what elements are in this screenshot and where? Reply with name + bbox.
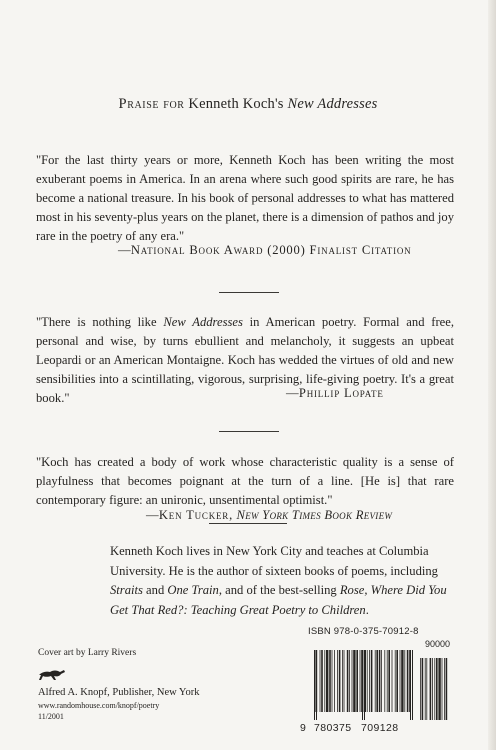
- addon-barcode-bar: [422, 658, 424, 720]
- quote-text-start: "There is nothing like: [36, 315, 164, 329]
- barcode-guard-bar: [362, 650, 363, 720]
- addon-barcode-bar: [420, 658, 421, 720]
- attribution-dash: —: [146, 508, 159, 522]
- barcode-bar: [349, 650, 350, 712]
- addon-barcode-bar: [426, 658, 427, 720]
- attribution-publication: New York Times Book Review: [236, 508, 393, 522]
- barcode-bar: [339, 650, 341, 712]
- barcode-bar: [387, 650, 388, 712]
- barcode-bar: [388, 650, 390, 712]
- barcode-bar: [407, 650, 409, 712]
- barcode-bar: [369, 650, 370, 712]
- barcode-bar: [326, 650, 328, 712]
- barcode-guard-bar: [314, 650, 315, 720]
- attribution-dash: —: [118, 243, 131, 257]
- barcode-bar: [400, 650, 401, 712]
- publisher-credits: [38, 648, 199, 721]
- barcode-bar: [361, 650, 362, 712]
- barcode-bar: [324, 650, 325, 712]
- price-addon-label: 90000: [424, 639, 450, 649]
- addon-barcode-bar: [446, 658, 448, 720]
- addon-barcode-bar: [436, 658, 438, 720]
- barcode-bar: [396, 650, 398, 712]
- barcode-bar: [321, 650, 323, 712]
- quote-text-end: in American poetry. Formal and free, personal and wise, by turns ebullient and melancholy, it suggests an upbeat Leopardi or an American Montaigne. Koch has wedded the virtues of old and new sensibilities into a scintillating, vigorous, surprising, life-giving poetry. It's a great book.": [36, 315, 454, 405]
- praise-author: Kenneth Koch's: [188, 96, 284, 112]
- barcode-bar: [344, 650, 345, 712]
- barcode-bar: [347, 650, 349, 712]
- addon-barcode-bar: [434, 658, 435, 720]
- attribution-ken-tucker: [146, 508, 392, 523]
- quote-text: "Koch has created a body of work whose characteristic quality is a sense of playfulness that becomes poignant at the turn of a line. [He is] that rare contemporary figure: an unironic, unsentimental optimist.": [36, 455, 454, 507]
- barcode-bar: [381, 650, 382, 712]
- attribution-name: Ken Tucker,: [158, 508, 234, 522]
- praise-prefix: Praise for: [118, 96, 185, 112]
- cover-art-credit: Cover art by Larry Rivers: [38, 648, 137, 658]
- barcode-bar: [371, 650, 373, 712]
- divider-rule: [219, 431, 279, 432]
- isbn-barcode-block: [300, 626, 450, 734]
- bio-text: , and of the best-selling: [218, 583, 340, 597]
- ean-right-digits: 709128: [361, 722, 399, 734]
- barcode-bar: [401, 650, 403, 712]
- ean-first-digit: 9: [300, 722, 307, 734]
- barcode-bar: [409, 650, 410, 712]
- quote-national-book-award: [36, 151, 454, 246]
- barcode-bar: [334, 650, 335, 712]
- divider-rule: [219, 292, 279, 293]
- barcode-bar: [360, 650, 361, 712]
- barcode-bar: [379, 650, 381, 712]
- barcode-guard-bar: [316, 650, 317, 720]
- barcode-bar: [332, 650, 333, 712]
- print-date: 11/2001: [38, 712, 64, 721]
- barcode-bar: [376, 650, 378, 712]
- borzoi-dog-logo-icon: [38, 666, 66, 682]
- quote-phillip-lopate: [36, 313, 454, 408]
- barcode-bar: [384, 650, 385, 712]
- addon-barcode-bar: [438, 658, 440, 720]
- barcode-bar: [329, 650, 331, 712]
- addon-barcode-bar: [425, 658, 426, 720]
- bio-text: and: [142, 583, 168, 597]
- barcode-guard-bar: [410, 650, 411, 720]
- barcode-guard-bar: [412, 650, 413, 720]
- barcode-bar: [337, 650, 338, 712]
- barcode-guard-bar: [364, 650, 365, 720]
- barcode-bar: [367, 650, 368, 712]
- attribution-name: National Book Award (2000) Finalist Citation: [130, 243, 412, 257]
- barcode-bar: [342, 650, 343, 712]
- barcode-bar: [352, 650, 353, 712]
- bio-text: .: [365, 602, 369, 617]
- barcode-bar: [404, 650, 405, 712]
- bio-book-title: One Train: [167, 583, 219, 597]
- publisher-url: www.randomhouse.com/knopf/poetry: [38, 701, 160, 710]
- barcode-bar: [395, 650, 396, 712]
- addon-barcode-bar: [430, 658, 432, 720]
- bio-book-title: Rose, Where Did You Get That Red?: Teaching Great Poetry to Children: [110, 583, 447, 617]
- barcode-bar: [320, 650, 321, 712]
- attribution-name: Phillip Lopate: [298, 386, 384, 400]
- bio-book-title: Straits: [110, 583, 143, 597]
- attribution-national-book-award: [118, 243, 411, 258]
- addon-barcode-bar: [442, 658, 443, 720]
- barcode-bar: [353, 650, 355, 712]
- publisher-name: Alfred A. Knopf, Publisher, New York: [38, 687, 200, 698]
- quote-text: "For the last thirty years or more, Kenneth Koch has been writing the most exuberant poems in America. In an arena where such good spirits are rare, he has become a national treasure. In his book of personal addresses to what has mattered most in his seventy-plus years on the planet, there is a dimension of pathos and joy rare in the poetry of any era.": [36, 153, 454, 243]
- barcode-bar: [375, 650, 376, 712]
- divider-rule: [209, 523, 287, 524]
- quote-book-title: New Addresses: [163, 315, 243, 329]
- bio-text: Kenneth Koch lives in New York City and teaches at Columbia University. He is the author of sixteen books of poems, including: [110, 544, 438, 578]
- praise-header: [0, 96, 496, 113]
- author-bio: [110, 542, 456, 620]
- addon-barcode-bar: [432, 658, 433, 720]
- isbn-label: ISBN 978-0-375-70912-8: [308, 626, 419, 637]
- addon-barcode-bar: [444, 658, 445, 720]
- barcode-bar: [356, 650, 358, 712]
- barcode-bar: [392, 650, 393, 712]
- barcode-icon: [300, 650, 450, 724]
- praise-book-title: New Addresses: [287, 96, 378, 112]
- quote-ken-tucker: [36, 453, 454, 510]
- attribution-dash: —: [286, 386, 299, 400]
- ean-left-digits: 780375: [314, 722, 352, 734]
- attribution-phillip-lopate: [286, 386, 384, 401]
